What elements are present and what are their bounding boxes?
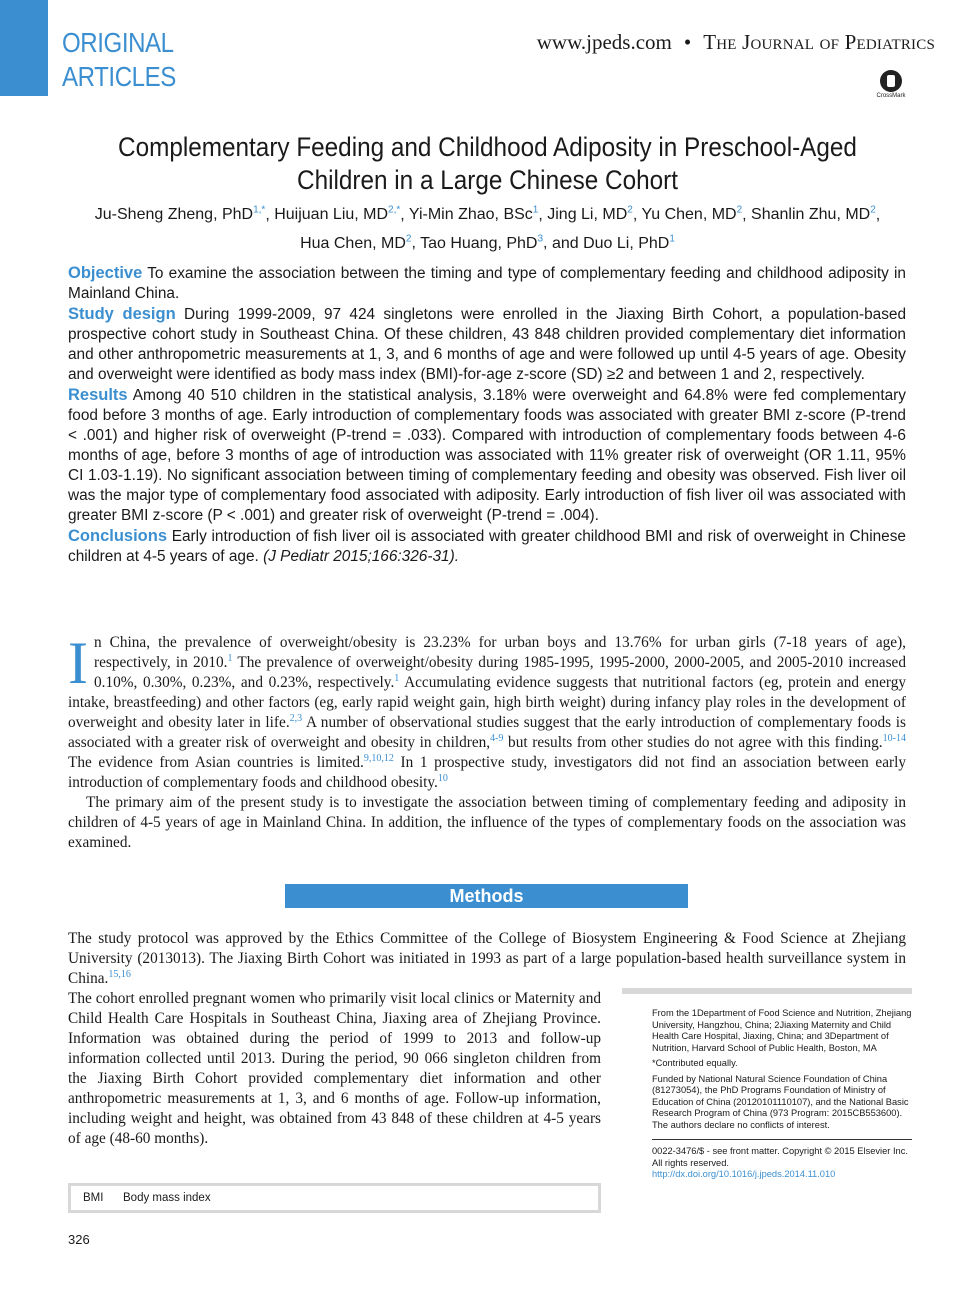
- header-separator: •: [683, 30, 692, 54]
- abstract-objective: [68, 263, 906, 304]
- section-label-line2: ARTICLES: [62, 61, 176, 92]
- author[interactable]: Yi-Min Zhao, BSc$^1$: [408, 205, 539, 224]
- abstract-heading: Results: [68, 386, 128, 404]
- abstract-heading: Conclusions: [68, 527, 168, 545]
- doi-link[interactable]: http://dx.doi.org/10.1016/j.jpeds.2014.11.010: [652, 1169, 836, 1179]
- contributed-note: *Contributed equally.: [652, 1058, 738, 1068]
- intro-paragraph: In China, the prevalence of overweight/obesity is 23.23% for urban boys and 13.76% for urban girls (7-18 years of age), respectively, in 2010.$^1$ The prevalence of overweight/obesity during 1985-1995, 1995-2000, 2000-2005, and 2005-2010 increased 0.10%, 0.30%, 0.23%, and 0.23%, respectively.$^1$ Accumulating evidence suggests that nutritional factors (eg, protein and energy intake, breastfeeding) and other factors (eg, early rapid weight gain, high birth weight) during infancy play roles in the development of overweight and obesity later in life.$^{2,3}$ A number of observational studies suggest that the early introduction of complementary foods is associated with a greater risk of overweight and obesity in children,$^{4-9}$ but results from other studies do not agree with this finding.$^{10-14}$ The evidence from Asian countries is limited.$^{9,10,12}$ In 1 prospective study, investigators did not find an association between early introduction of complementary foods and childhood obesity.$^{10}$: [68, 630, 906, 791]
- abstract-heading: Objective: [68, 264, 143, 282]
- reference-link[interactable]: 9,10,12: [363, 752, 394, 764]
- abbreviation-definition: Body mass index: [123, 1192, 211, 1204]
- affiliation-divider: [652, 1139, 912, 1140]
- section-color-bar: [0, 0, 48, 96]
- abstract-study-design: [68, 304, 906, 385]
- crossmark-badge[interactable]: [876, 70, 906, 99]
- methods-paragraph: The study protocol was approved by the Ethics Committee of the College of Biosystem Engineering & Food Science at Zhejiang University (2013013). The Jiaxing Birth Cohort was initiated in 1993 as part of a large population-based health surveillance system in China.$^{15,16}$: [68, 930, 906, 987]
- crossmark-label: CrossMark: [876, 93, 906, 99]
- introduction: [68, 630, 906, 853]
- abbreviations-box: [68, 1183, 601, 1213]
- abstract-heading: Study design: [68, 305, 176, 323]
- drop-cap: I: [68, 630, 88, 696]
- crossmark-icon: [880, 70, 902, 92]
- methods-paragraph-continued: The cohort enrolled pregnant women who primarily visit local clinics or Maternity and Child Health Care Hospitals in Southeast China, Jiaxing area of Zhejiang Province. Information was obtained during the period of 1999 to 2013 and follow-up information collected until 2013. During the period, 90 066 singleton children from the Jiaxing Birth Cohort provided complementary diet information and other anthropometric measurements at 1, 3, and 6 months of age. Follow-up information, including weight and height, was obtained from 43 848 of these children at 4-5 years of age (48-60 months).: [68, 990, 601, 1147]
- abbreviation-term: BMI: [83, 1192, 104, 1204]
- author[interactable]: Huijuan Liu, $MD^{2,*}$: [274, 205, 401, 224]
- methods-heading: Methods: [285, 884, 688, 908]
- author[interactable]: Jing Li, $MD^2$: [547, 205, 633, 224]
- abstract-citation: (J Pediatr 2015;166:326-31).: [263, 548, 460, 565]
- abstract-body: Among 40 510 children in the statistical analysis, 3.18% were overweight and 64.8% were fed complementary food before 3 months of age. Early introduction of complementary foods was associated with greater BMI z-score (P-trend < .001) and higher risk of overweight (P-trend = .033). Compared with introduction of complementary foods between 4-6 months of age, before 3 months of age of introduction was associated with 11% greater risk of overweight (OR 1.11, 95% CI 1.03-1.19). No significant association between timing of complementary feeding and obesity was observed. Fish liver oil was the major type of complementary food associated with adiposity. Early introduction of fish liver oil was associated with greater BMI z-score (P < .001) and greater risk of overweight (P-trend = .004).: [68, 387, 906, 524]
- section-label-line1: ORIGINAL: [62, 27, 174, 58]
- abstract-conclusions: [68, 526, 906, 567]
- reference-link[interactable]: 10-14: [882, 732, 906, 744]
- reference-link[interactable]: 2,3: [289, 712, 303, 724]
- reference-link[interactable]: 4-9: [490, 732, 504, 744]
- abstract: [68, 263, 906, 567]
- reference-link[interactable]: 1: [394, 672, 400, 684]
- author[interactable]: Tao Huang, PhD$^3$: [420, 233, 544, 252]
- reference-link[interactable]: 10: [437, 772, 448, 784]
- affiliation-text: From the 1Department of Food Science and Nutrition, Zhejiang University, Hangzhou, China; 2Jiaxing Maternity and Child Health Care Hospital, Jiaxing, China; and 3Department of Nutrition, Harvard School of Public Health, Boston, MA: [652, 1008, 912, 1053]
- author[interactable]: Ju-Sheng Zheng, PhD$^{1,*}$: [94, 205, 266, 224]
- journal-header: [537, 30, 935, 55]
- journal-name: The Journal of Pediatrics: [703, 30, 935, 54]
- author[interactable]: Hua Chen, $MD^2$: [300, 233, 412, 252]
- abstract-body: Early introduction of fish liver oil is associated with greater childhood BMI and risk of overweight in Chinese children at 4-5 years of age.: [68, 528, 906, 565]
- copyright-note: 0022-3476/$ - see front matter. Copyright © 2015 Elsevier Inc. All rights reserved.: [652, 1146, 908, 1168]
- affiliation-box: [622, 988, 912, 1181]
- section-label: [62, 26, 176, 94]
- intro-paragraph: The primary aim of the present study is to investigate the association between timing of complementary feeding and adiposity in children of 4-5 years of age in Mainland China. In addition, the influence of the types of complementary foods on the association was examined.: [68, 794, 906, 851]
- author[interactable]: and Duo Li, PhD$^1$: [551, 233, 675, 252]
- reference-link[interactable]: 1: [227, 652, 233, 664]
- author[interactable]: Yu Chen, $MD^2$: [641, 205, 743, 224]
- author-list: Ju-Sheng Zheng, PhD$^{1,*}$, Huijuan Liu, $MD^{2,*}$, Yi-Min Zhao, BSc$^1$, Jing Li, $MD^2$, Yu Chen, $MD^2$, Shanlin Zhu, $MD^2$, Hua Chen, $MD^2$, Tao Huang, PhD$^3$, and Duo Li, PhD$^1$: [94, 205, 881, 252]
- author[interactable]: Shanlin Zhu, $MD^2$: [751, 205, 876, 224]
- abstract-results: [68, 385, 906, 526]
- reference-link[interactable]: 15,16: [108, 968, 131, 980]
- abstract-body: During 1999-2009, 97 424 singletons were enrolled in the Jiaxing Birth Cohort, a population-based prospective cohort study in Southeast China. Of these children, 43 848 children provided complementary diet information and other anthropometric measurements at 1, 3, and 6 months of age and were followed up until 4-5 years of age. Obesity and overweight were identified as body mass index (BMI)-for-age z-score (SD) ≥2 and between 1 and 2, respectively.: [68, 306, 907, 383]
- funding-note: Funded by National Natural Science Foundation of China (81273054), the PhD Programs Foundation of Ministry of Education of China (20120101110107), and the National Basic Research Program of China (973 Program: 2015CB553600). The authors declare no conflicts of interest.: [652, 1073, 909, 1130]
- abstract-body: To examine the association between the timing and type of complementary feeding and childhood adiposity in Mainland China.: [68, 265, 906, 302]
- journal-website-link[interactable]: www.jpeds.com: [536, 30, 672, 54]
- article-title: Complementary Feeding and Childhood Adiposity in Preschool-Aged Children in a Large Chinese Cohort: [118, 132, 857, 196]
- page-number: 326: [68, 1232, 90, 1247]
